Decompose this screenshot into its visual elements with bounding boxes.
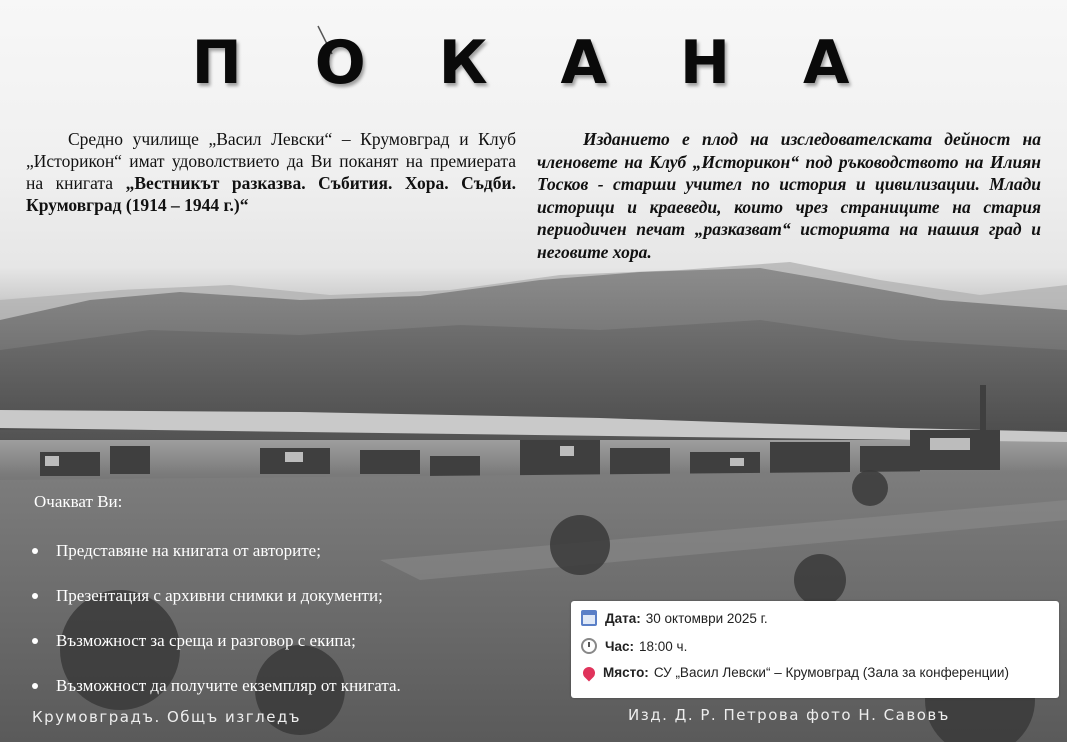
date-label: Дата: <box>605 610 641 626</box>
list-item-text: Представяне на книгата от авторите; <box>56 540 321 560</box>
list-item <box>30 573 401 618</box>
intro-paragraph <box>26 128 516 216</box>
list-item <box>30 663 401 708</box>
calendar-icon <box>581 610 597 626</box>
photo-caption-left: Крумовградъ. Общъ изгледъ <box>32 708 301 726</box>
bullet-icon <box>32 548 38 554</box>
description-text: Изданието е плод на изследователската дейност на членовете на Клуб „Историкон“ под ръководството на Илиян Тосков - старши учител по история и цивилизации. Млади историци и краеведи, които чрез страниците на стария периодичен печат „разказват“ историята на нашия град и неговите хора. <box>537 129 1041 262</box>
time-row <box>581 638 687 654</box>
list-item-text: Възможност да получите екземпляр от книгата. <box>56 675 401 695</box>
photo-caption-right: Изд. Д. Р. Петрова фото Н. Савовъ <box>628 706 950 724</box>
event-info-box <box>571 601 1059 698</box>
program-list <box>30 528 401 708</box>
date-value: 30 октомври 2025 г. <box>645 610 768 626</box>
list-item-text: Възможност за среща и разговор с екипа; <box>56 630 356 650</box>
time-value: 18:00 ч. <box>639 638 688 654</box>
page-title: П О К А Н А <box>191 28 876 98</box>
time-label: Час: <box>605 638 634 654</box>
place-label: Място: <box>603 665 649 680</box>
list-item <box>30 618 401 663</box>
list-item <box>30 528 401 573</box>
clock-icon <box>581 638 597 654</box>
bullet-icon <box>32 593 38 599</box>
book-description <box>537 128 1041 263</box>
bullet-icon <box>32 683 38 689</box>
bullet-icon <box>32 638 38 644</box>
expect-heading: Очакват Ви: <box>34 492 123 511</box>
date-row <box>581 610 768 626</box>
pin-icon <box>581 664 598 681</box>
place-row <box>581 665 1009 680</box>
place-value: СУ „Васил Левски“ – Крумовград (Зала за конференции) <box>653 665 1009 680</box>
book-title: „Вестникът разказва. Събития. Хора. Съдби. Крумовград (1914 – 1944 г.)“ <box>26 173 516 215</box>
intro-text: Средно училище „Васил Левски“ – Крумовград и Клуб „Историкон“ имат удоволствието да Ви поканят на премиерата на книгата <box>26 129 516 193</box>
list-item-text: Презентация с архивни снимки и документи; <box>56 585 383 605</box>
